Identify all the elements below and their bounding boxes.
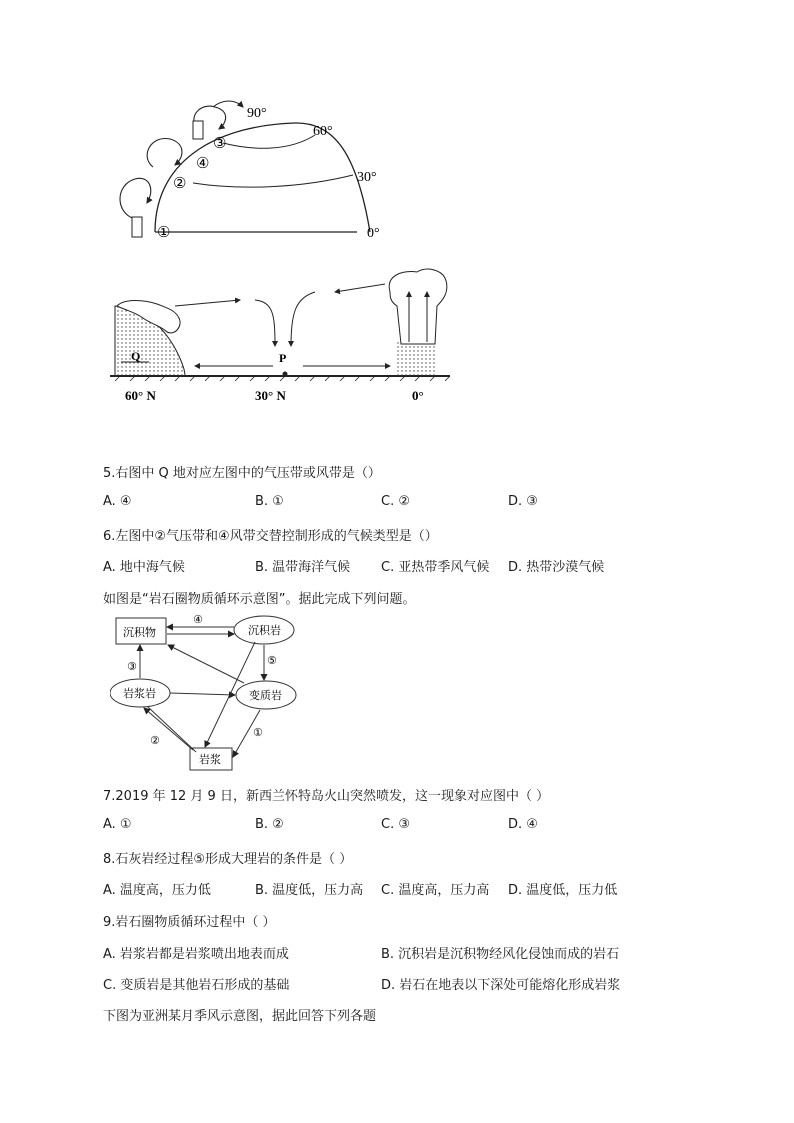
- q7-option-d: D. ④: [508, 817, 538, 832]
- cloud-column: [132, 217, 142, 237]
- axis-label-60N: 60° N: [125, 388, 156, 403]
- q9-option-a: A. 岩浆岩都是岩浆喷出地表而成: [103, 947, 289, 962]
- arrow-number-1: ①: [253, 726, 263, 739]
- q8-option-b: B. 温度低，压力高: [255, 883, 364, 898]
- q5-option-b: B. ①: [255, 494, 284, 509]
- label-sediment: 沉积物: [123, 626, 156, 639]
- cell-mid: [147, 139, 182, 167]
- marker-3: ③: [213, 136, 227, 152]
- rock-cycle-diagram: [110, 610, 310, 778]
- convective-cloud: [389, 269, 447, 344]
- q8-option-d: D. 温度低，压力低: [508, 883, 618, 898]
- q6-option-b: B. 温带海洋气候: [255, 560, 351, 575]
- label-P: P: [279, 351, 287, 365]
- rock-cycle-intro: 如图是“岩石圈物质循环示意图”。据此完成下列问题。: [103, 592, 416, 607]
- q9-option-b: B. 沉积岩是沉积物经风化侵蚀而成的岩石: [381, 947, 620, 962]
- polar-arrow: [213, 101, 243, 107]
- cloud-column: [193, 121, 203, 139]
- label-magma: 岩浆: [199, 753, 221, 766]
- monsoon-intro: 下图为亚洲某月季风示意图，据此回答下列各题: [103, 1009, 377, 1024]
- q5-option-d: D. ③: [508, 494, 538, 509]
- axis-label-0: 0°: [412, 388, 424, 403]
- label-Q: Q: [131, 349, 141, 363]
- axis-label-30N: 30° N: [255, 388, 286, 403]
- circulation-section-figure: [105, 262, 455, 407]
- q7-option-b: B. ②: [255, 817, 284, 832]
- label-sedimentary-rock: 沉积岩: [248, 624, 281, 637]
- q6-option-c: C. 亚热带季风气候: [381, 560, 490, 575]
- lat-label-90: 90°: [247, 106, 267, 121]
- question-7-text: 7.2019 年 12 月 9 日，新西兰怀特岛火山突然喷发，这一现象对应图中（ ）: [103, 789, 550, 804]
- point-P: [283, 372, 288, 377]
- marker-1: ①: [157, 225, 171, 241]
- question-5-text: 5.右图中 Q 地对应左图中的气压带或风带是（）: [103, 466, 381, 481]
- marker-4: ④: [196, 156, 210, 172]
- question-9-text: 9.岩石圈物质循环过程中（ ）: [103, 915, 276, 930]
- q8-option-a: A. 温度高，压力低: [103, 883, 211, 898]
- arrow-number-3: ③: [127, 660, 137, 673]
- arrow-number-4: ④: [193, 613, 203, 626]
- pressure-belt-figure: [95, 95, 395, 250]
- question-8-text: 8.石灰岩经过程⑤形成大理岩的条件是（ ）: [103, 852, 353, 867]
- marker-2: ②: [173, 176, 187, 192]
- q8-option-c: C. 温度高，压力高: [381, 883, 490, 898]
- label-metamorphic-rock: 变质岩: [249, 689, 282, 702]
- q5-option-a: A. ④: [103, 494, 132, 509]
- q6-option-a: A. 地中海气候: [103, 560, 185, 575]
- lat-label-30: 30°: [357, 170, 377, 185]
- q9-option-d: D. 岩石在地表以下深处可能熔化形成岩浆: [381, 978, 621, 993]
- globe-outline: [155, 123, 370, 232]
- lat-label-0: 0°: [367, 226, 380, 241]
- question-6-text: 6.左图中②气压带和④风带交替控制形成的气候类型是（）: [103, 529, 438, 544]
- q6-option-d: D. 热带沙漠气候: [508, 560, 605, 575]
- arrow-number-2: ②: [150, 734, 160, 747]
- rain-zone: [395, 342, 435, 376]
- q5-option-c: C. ②: [381, 494, 410, 509]
- lat-label-60: 60°: [313, 124, 333, 139]
- cell-low: [120, 178, 151, 219]
- q9-option-c: C. 变质岩是其他岩石形成的基础: [103, 978, 290, 993]
- latitude-60: [223, 135, 315, 148]
- label-igneous-rock: 岩浆岩: [123, 687, 156, 700]
- q7-option-a: A. ①: [103, 817, 132, 832]
- arrow-number-5: ⑤: [267, 654, 277, 667]
- q7-option-c: C. ③: [381, 817, 410, 832]
- latitude-30: [193, 175, 353, 187]
